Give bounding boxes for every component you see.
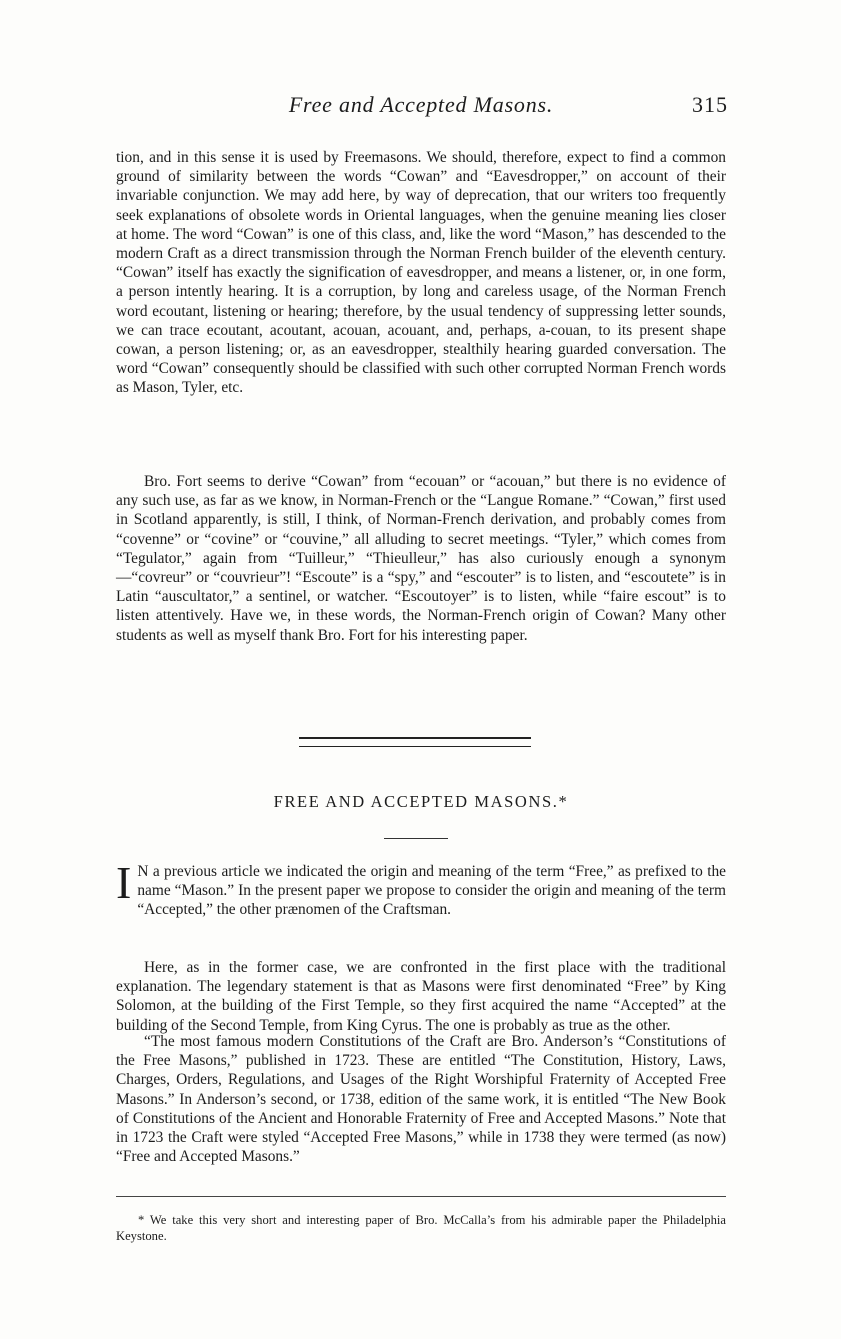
section-paragraph-1: [116, 857, 726, 920]
title-underline-rule: [384, 838, 448, 839]
running-title: Free and Accepted Masons.: [288, 92, 554, 117]
continued-paragraph-1: tion, and in this sense it is used by Freemasons. We should, therefore, expect to find a common ground of similarity between the words “Cowan” and “Eavesdropper,” on account of their invariable conjunction. We may add here, by way of deprecation, that our writers too frequently seek explanations of obsolete words in Oriental languages, when the genuine meaning lies closer at home. The word “Cowan” is one of this class, and, like the word “Mason,” has descended to the modern Craft as a direct transmission through the Norman French builder of the eleventh century. “Cowan” itself has exactly the signification of eavesdropper, and means a listener, or, in one form, a person intently hearing. It is a corruption, by long and careless usage, of the Norman French word ecoutant, listening or hearing; therefore, by the usual tendency of suppressing letter sounds, we can trace ecoutant, acoutant, acouan, acouant, and, perhaps, a-couan, to its present shape cowan, a person listening; or, as an eavesdropper, stealthily hearing guarded conversation. The word “Cowan” consequently should be classified with such other corrupted Norman French words as Mason, Tyler, etc.: [116, 149, 726, 397]
footnote: * We take this very short and interesting paper of Bro. McCalla’s from his admirable paper the Philadelphia Keystone.: [116, 1213, 726, 1243]
section-paragraph-2: Here, as in the former case, we are confronted in the first place with the traditional explanation. The legendary statement is that as Masons were first denominated “Free” by King Solomon, at the building of the First Temple, so they first acquired the name “Accepted” at the building of the Second Temple, from King Cyrus. The one is probably as true as the other.: [116, 959, 726, 1034]
footnote-rule: [116, 1196, 726, 1197]
drop-cap: I: [116, 857, 132, 908]
section-paragraph-3: “The most famous modern Constitutions of the Craft are Bro. Anderson’s “Constitutions of the Free Masons,” published in 1723. These are entitled “The Constitution, History, Laws, Charges, Orders, Regulations, and Usages of the Right Worshipful Fraternity of Accepted Free Masons.” In Anderson’s second, or 1738, edition of the same work, it is entitled “The New Book of Constitutions of the Ancient and Honorable Fraternity of Free and Accepted Masons.” Note that in 1723 the Craft were styled “Accepted Free Masons,” while in 1738 they were termed (as now) “Free and Accepted Masons.”: [116, 1033, 726, 1166]
page-number: 315: [692, 92, 728, 117]
section-divider-double-rule: [299, 737, 531, 747]
continued-paragraph-2: Bro. Fort seems to derive “Cowan” from “ecouan” or “acouan,” but there is no evidence of any such use, as far as we know, in Norman-French or the “Langue Romane.” “Cowan,” first used in Scotland apparently, is still, I think, of Norman-French derivation, and probably comes from “covenne” or “covine” or “couvine,” all alluding to secret meetings. “Tyler,” which comes from “Tegulator,” again from “Tuilleur,” “Thieulleur,” has also curiously enough a synonym—“covreur” or “couvrieur”! “Escoute” is a “spy,” and “escouter” is to listen, and “escoutete” is in Latin “auscultator,” a sentinel, or watcher. “Escoutoyer” is to listen, while “faire escout” is to listen attentively. Have we, in these words, the Norman-French origin of Cowan? Many other students as well as myself thank Bro. Fort for his interesting paper.: [116, 473, 726, 644]
running-header: [116, 92, 726, 122]
section-paragraph-1-text: N a previous article we indicated the origin and meaning of the term “Free,” as prefixed to the name “Mason.” In the present paper we propose to consider the origin and meaning of the term “Accepted,” the other prænomen of the Craftsman.: [137, 863, 726, 919]
section-title: FREE AND ACCEPTED MASONS.*: [273, 792, 569, 811]
